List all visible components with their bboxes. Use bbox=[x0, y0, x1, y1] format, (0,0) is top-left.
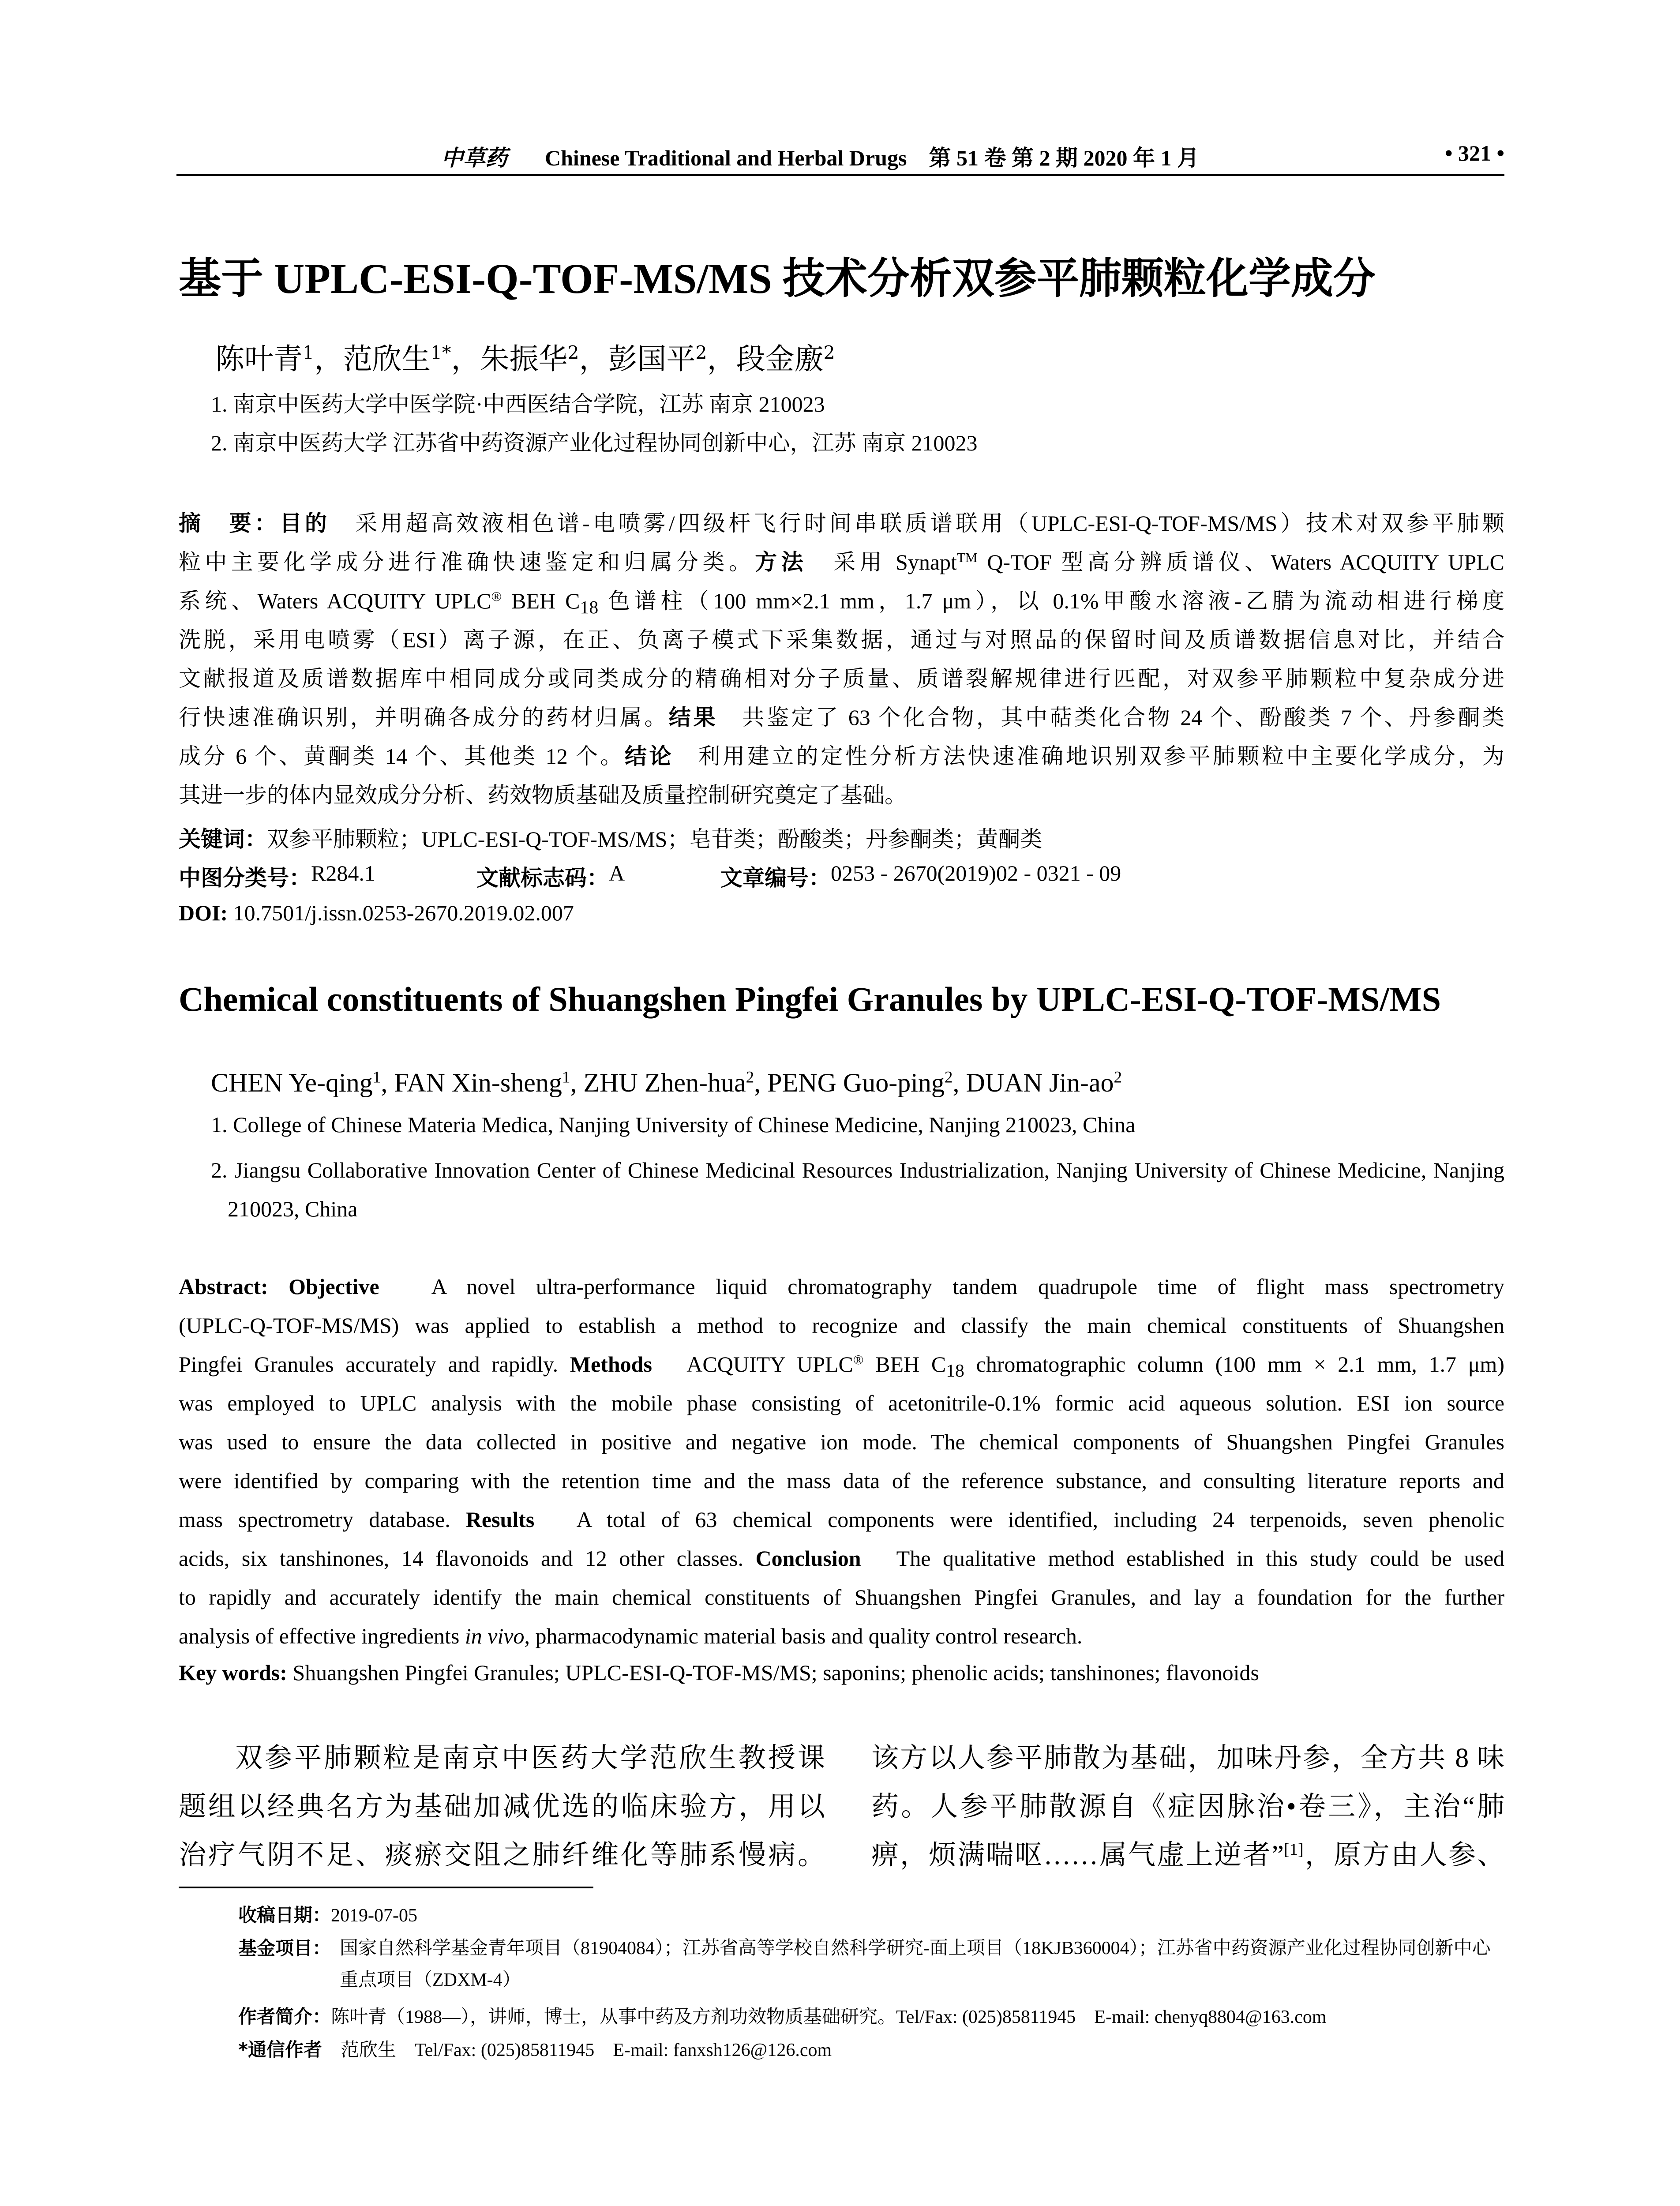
section-label-results: 结果 bbox=[668, 705, 718, 730]
document-code bbox=[476, 860, 625, 892]
abstract-line: 文献报道及质谱数据库中相同成分或同类成分的精确相对分子质量、质谱裂解规律进行匹配，对双参平肺颗粒中复杂成分进 bbox=[179, 666, 1504, 691]
body-column-right bbox=[871, 1734, 1504, 1880]
body-line: 双参平肺颗粒是南京中医药大学范欣生教授课 bbox=[235, 1743, 825, 1773]
keywords-cn bbox=[179, 822, 1042, 853]
section-label-results: Results bbox=[465, 1507, 535, 1532]
section-label-objective: Objective bbox=[268, 1274, 379, 1299]
abstract-text: analysis of effective ingredients bbox=[179, 1624, 465, 1648]
abstract-line bbox=[179, 1617, 1504, 1655]
trademark-mark: TM bbox=[956, 549, 978, 565]
header-rule bbox=[176, 174, 1504, 176]
running-head bbox=[176, 140, 1504, 176]
paper-title-cn: 基于 UPLC-ESI-Q-TOF-MS/MS 技术分析双参平肺颗粒化学成分 bbox=[179, 255, 1376, 302]
italic-term: in vivo bbox=[465, 1624, 525, 1648]
abstract-line bbox=[179, 582, 1504, 620]
abstract-cn bbox=[179, 504, 1504, 814]
author-affiliation-mark: 1 bbox=[303, 342, 315, 364]
abstract-line bbox=[179, 1267, 1504, 1306]
citation-ref[interactable]: [1] bbox=[1283, 1840, 1304, 1859]
footnote-author-bio bbox=[238, 2001, 1327, 2033]
abstract-line: was used to ensure the data collected in positive and negative ion mode. The chemical components of Shuangshen Pingfei Granules bbox=[179, 1429, 1504, 1454]
abstract-line bbox=[179, 737, 1504, 776]
abstract-text: The qualitative method established in this study could be used bbox=[861, 1546, 1504, 1571]
footnote-text: 2019-07-05 bbox=[331, 1906, 417, 1926]
section-label-methods: 方法 bbox=[755, 549, 808, 575]
author-affiliation-mark: 2 bbox=[823, 342, 835, 364]
paper-title-en: Chemical constituents of Shuangshen Pingfei Granules by UPLC-ESI-Q-TOF-MS/MS bbox=[179, 980, 1441, 1018]
body-text: 痹，烦满喘呕……属气虚上逆者” bbox=[871, 1840, 1284, 1870]
abstract-en bbox=[179, 1267, 1504, 1655]
footnote-funding bbox=[238, 1932, 1504, 1990]
author-name: 陈叶青 bbox=[215, 342, 303, 376]
abstract-line: to rapidly and accurately identify the main chemical constituents of Shuangshen Pingfei Granules, and lay a foundation for the further bbox=[179, 1585, 1504, 1609]
abstract-line bbox=[179, 698, 1504, 737]
affiliation-en: 1. College of Chinese Materia Medica, Nanjing University of Chinese Medicine, Nanjing 210023, China bbox=[211, 1112, 1136, 1137]
abstract-text: 系统、Waters ACQUITY UPLC bbox=[179, 589, 491, 613]
author-affiliation-mark: 1 bbox=[372, 1068, 381, 1087]
abstract-text: BEH C bbox=[502, 589, 580, 613]
footnote-label: 作者简介： bbox=[238, 2006, 331, 2027]
registered-mark: ® bbox=[853, 1351, 864, 1367]
author-affiliation-mark: 2 bbox=[746, 1068, 754, 1087]
document-code-value: A bbox=[609, 861, 625, 885]
doi-link[interactable]: 10.7501/j.issn.0253-2670.2019.02.007 bbox=[228, 900, 574, 925]
abstract-line: (UPLC-Q-TOF-MS/MS) was applied to establish a method to recognize and classify the main chemical constituents of Shuangshen bbox=[179, 1313, 1504, 1338]
author-affiliation-mark: 1* bbox=[431, 342, 451, 364]
body-line bbox=[871, 1831, 1504, 1880]
abstract-text: A novel ultra-performance liquid chromatography tandem quadrupole time of flight mass spectrometry bbox=[379, 1274, 1504, 1299]
keywords-label: 关键词： bbox=[179, 826, 267, 852]
abstract-text: 采用 Synapt bbox=[807, 550, 957, 574]
abstract-text: 共鉴定了 63 个化合物，其中萜类化合物 24 个、酚酸类 7 个、丹参酮类 bbox=[718, 705, 1504, 730]
abstract-text: , pharmacodynamic material basis and quality control research. bbox=[524, 1624, 1083, 1648]
affiliation-cn: 1. 南京中医药大学中医学院·中西医结合学院，江苏 南京 210023 bbox=[211, 392, 825, 416]
author-separator: ， bbox=[579, 342, 608, 376]
subscript: 18 bbox=[946, 1361, 964, 1381]
abstract-text: A total of 63 chemical components were identified, including 24 terpenoids, seven phenolic bbox=[534, 1507, 1504, 1532]
author-name: 段金廒 bbox=[736, 342, 824, 376]
page-number: • 321 • bbox=[1444, 141, 1504, 165]
author-affiliation-mark: 2 bbox=[695, 342, 707, 364]
abstract-text: Pingfei Granules accurately and rapidly. bbox=[179, 1352, 570, 1377]
section-label-objective: 目的 bbox=[279, 510, 330, 536]
author-name: , PENG Guo-ping bbox=[754, 1068, 945, 1097]
author-name: 朱振华 bbox=[480, 342, 568, 376]
registered-mark: ® bbox=[491, 588, 502, 604]
author-separator: ， bbox=[451, 342, 480, 376]
abstract-line: were identified by comparing with the retention time and the mass data of the reference substance, and consulting literature reports and bbox=[179, 1468, 1504, 1493]
section-label-methods: Methods bbox=[570, 1352, 652, 1377]
doi-label: DOI: bbox=[179, 900, 228, 925]
footnote-text: 陈叶青（1988—），讲师，博士，从事中药及方剂功效物质基础研究。Tel/Fax: (025)85811945 E-mail: chenyq8804@163.com bbox=[331, 2007, 1327, 2027]
author-name: CHEN Ye-qing bbox=[211, 1068, 373, 1097]
author-name: , ZHU Zhen-hua bbox=[570, 1068, 746, 1097]
abstract-line: 其进一步的体内显效成分分析、药效物质基础及质量控制研究奠定了基础。 bbox=[179, 783, 907, 807]
section-label-conclusion: Conclusion bbox=[755, 1546, 861, 1571]
body-line: 药。人参平肺散源自《症因脉治•卷三》，主治“肺 bbox=[871, 1792, 1504, 1822]
keywords-text: Shuangshen Pingfei Granules; UPLC-ESI-Q-TOF-MS/MS; saponins; phenolic acids; tanshinones; flavonoids bbox=[287, 1660, 1259, 1685]
abstract-text: Q-TOF 型高分辨质谱仪、Waters ACQUITY UPLC bbox=[977, 550, 1504, 574]
abstract-line bbox=[179, 1345, 1504, 1384]
abstract-line bbox=[179, 1500, 1504, 1539]
abstract-text: 利用建立的定性分析方法快速准确地识别双参平肺颗粒中主要化学成分，为 bbox=[674, 744, 1504, 769]
author-name: 彭国平 bbox=[608, 342, 696, 376]
affiliation-en bbox=[211, 1151, 1504, 1228]
body-text: ，原方由人参、 bbox=[1303, 1840, 1504, 1870]
abstract-label: 摘 要： bbox=[179, 510, 280, 536]
keywords-text: 双参平肺颗粒；UPLC-ESI-Q-TOF-MS/MS；皂苷类；酚酸类；丹参酮类；黄酮类 bbox=[267, 827, 1042, 852]
article-number bbox=[720, 860, 1121, 892]
footnote-received bbox=[238, 1899, 417, 1932]
abstract-line bbox=[179, 543, 1504, 582]
abstract-text: acids, six tanshinones, 14 flavonoids and 12 other classes. bbox=[179, 1546, 756, 1571]
journal-name-cn: 中草药 bbox=[441, 145, 507, 171]
article-number-value: 0253 - 2670(2019)02 - 0321 - 09 bbox=[831, 861, 1121, 885]
author-name: 范欣生 bbox=[343, 342, 431, 376]
abstract-text: 采用超高效液相色谱-电喷雾/四级杆飞行时间串联质谱联用（UPLC-ESI-Q-TOF-MS/MS）技术对双参平肺颗 bbox=[330, 511, 1504, 536]
abstract-text: 色谱柱（100 mm×2.1 mm，1.7 μm），以 0.1%甲酸水溶液-乙腈为流动相进行梯度 bbox=[598, 589, 1504, 613]
abstract-text: ACQUITY UPLC bbox=[652, 1352, 853, 1377]
abstract-text: BEH C bbox=[863, 1352, 946, 1377]
document-code-label: 文献标志码： bbox=[476, 865, 609, 891]
abstract-text: 成分 6 个、黄酮类 14 个、其他类 12 个。 bbox=[179, 744, 625, 769]
keywords-en bbox=[179, 1660, 1259, 1685]
footnote-text: 国家自然科学基金青年项目（81904084）；江苏省高等学校自然科学研究-面上项目（18KJB360004）；江苏省中药资源产业化过程协同创新中心重点项目（ZDXM-4） bbox=[340, 1938, 1491, 1990]
clc-number bbox=[179, 860, 375, 892]
authors-cn bbox=[215, 335, 835, 377]
footnote-corresponding-author bbox=[238, 2034, 832, 2066]
abstract-line bbox=[179, 1539, 1504, 1578]
abstract-line: 洗脱，采用电喷雾（ESI）离子源，在正、负离子模式下采集数据，通过与对照品的保留时间及质谱数据信息对比，并结合 bbox=[179, 627, 1504, 652]
author-separator: ， bbox=[707, 342, 736, 376]
abstract-text: mass spectrometry database. bbox=[179, 1507, 466, 1532]
author-affiliation-mark: 2 bbox=[567, 342, 579, 364]
author-name: , FAN Xin-sheng bbox=[381, 1068, 562, 1097]
footnote-rule bbox=[179, 1887, 593, 1888]
body-line: 题组以经典名方为基础加减优选的临床验方，用以 bbox=[179, 1792, 825, 1822]
abstract-text: 行快速准确识别，并明确各成分的药材归属。 bbox=[179, 705, 669, 730]
article-number-label: 文章编号： bbox=[720, 865, 831, 891]
author-affiliation-mark: 2 bbox=[1114, 1068, 1122, 1087]
footnote-label: *通信作者 bbox=[238, 2039, 322, 2060]
classification-line bbox=[179, 860, 1502, 896]
doi-line bbox=[179, 900, 574, 926]
authors-en bbox=[211, 1068, 1122, 1098]
author-affiliation-mark: 2 bbox=[944, 1068, 953, 1087]
footnote-label: 基金项目： bbox=[238, 1937, 331, 1959]
section-label-conclusion: 结论 bbox=[624, 743, 674, 769]
affiliation-en-text: 2. Jiangsu Collaborative Innovation Center of Chinese Medicinal Resources Industrialization, Nanjing University of Chinese Medicine, Nanjing 210023, China bbox=[211, 1158, 1504, 1221]
abstract-text: chromatographic column (100 mm × 2.1 mm, 1.7 μm) bbox=[964, 1352, 1504, 1377]
affiliation-cn: 2. 南京中医药大学 江苏省中药资源产业化过程协同创新中心，江苏 南京 210023 bbox=[211, 431, 978, 455]
abstract-line bbox=[179, 504, 1504, 543]
author-affiliation-mark: 1 bbox=[562, 1068, 570, 1087]
journal-issue: Chinese Traditional and Herbal Drugs 第 51 卷 第 2 期 2020 年 1 月 bbox=[545, 146, 1199, 170]
abstract-label: Abstract: bbox=[179, 1274, 268, 1299]
subscript: 18 bbox=[580, 597, 599, 618]
clc-value: R284.1 bbox=[311, 861, 375, 885]
footnote-text: 范欣生 Tel/Fax: (025)85811945 E-mail: fanxsh126@126.com bbox=[322, 2040, 832, 2060]
abstract-line: was employed to UPLC analysis with the mobile phase consisting of acetonitrile-0.1% formic acid aqueous solution. ESI ion source bbox=[179, 1391, 1504, 1415]
author-name: , DUAN Jin-ao bbox=[952, 1068, 1114, 1097]
abstract-text: 粒中主要化学成分进行准确快速鉴定和归属分类。 bbox=[179, 550, 755, 574]
keywords-label: Key words: bbox=[179, 1660, 287, 1685]
clc-label: 中图分类号： bbox=[179, 865, 311, 891]
body-line: 该方以人参平肺散为基础，加味丹参，全方共 8 味 bbox=[871, 1743, 1504, 1773]
body-column-left bbox=[179, 1734, 825, 1880]
author-separator: ， bbox=[314, 342, 344, 376]
body-line: 治疗气阴不足、痰瘀交阻之肺纤维化等肺系慢病。 bbox=[179, 1840, 825, 1870]
footnote-label: 收稿日期： bbox=[238, 1904, 331, 1926]
